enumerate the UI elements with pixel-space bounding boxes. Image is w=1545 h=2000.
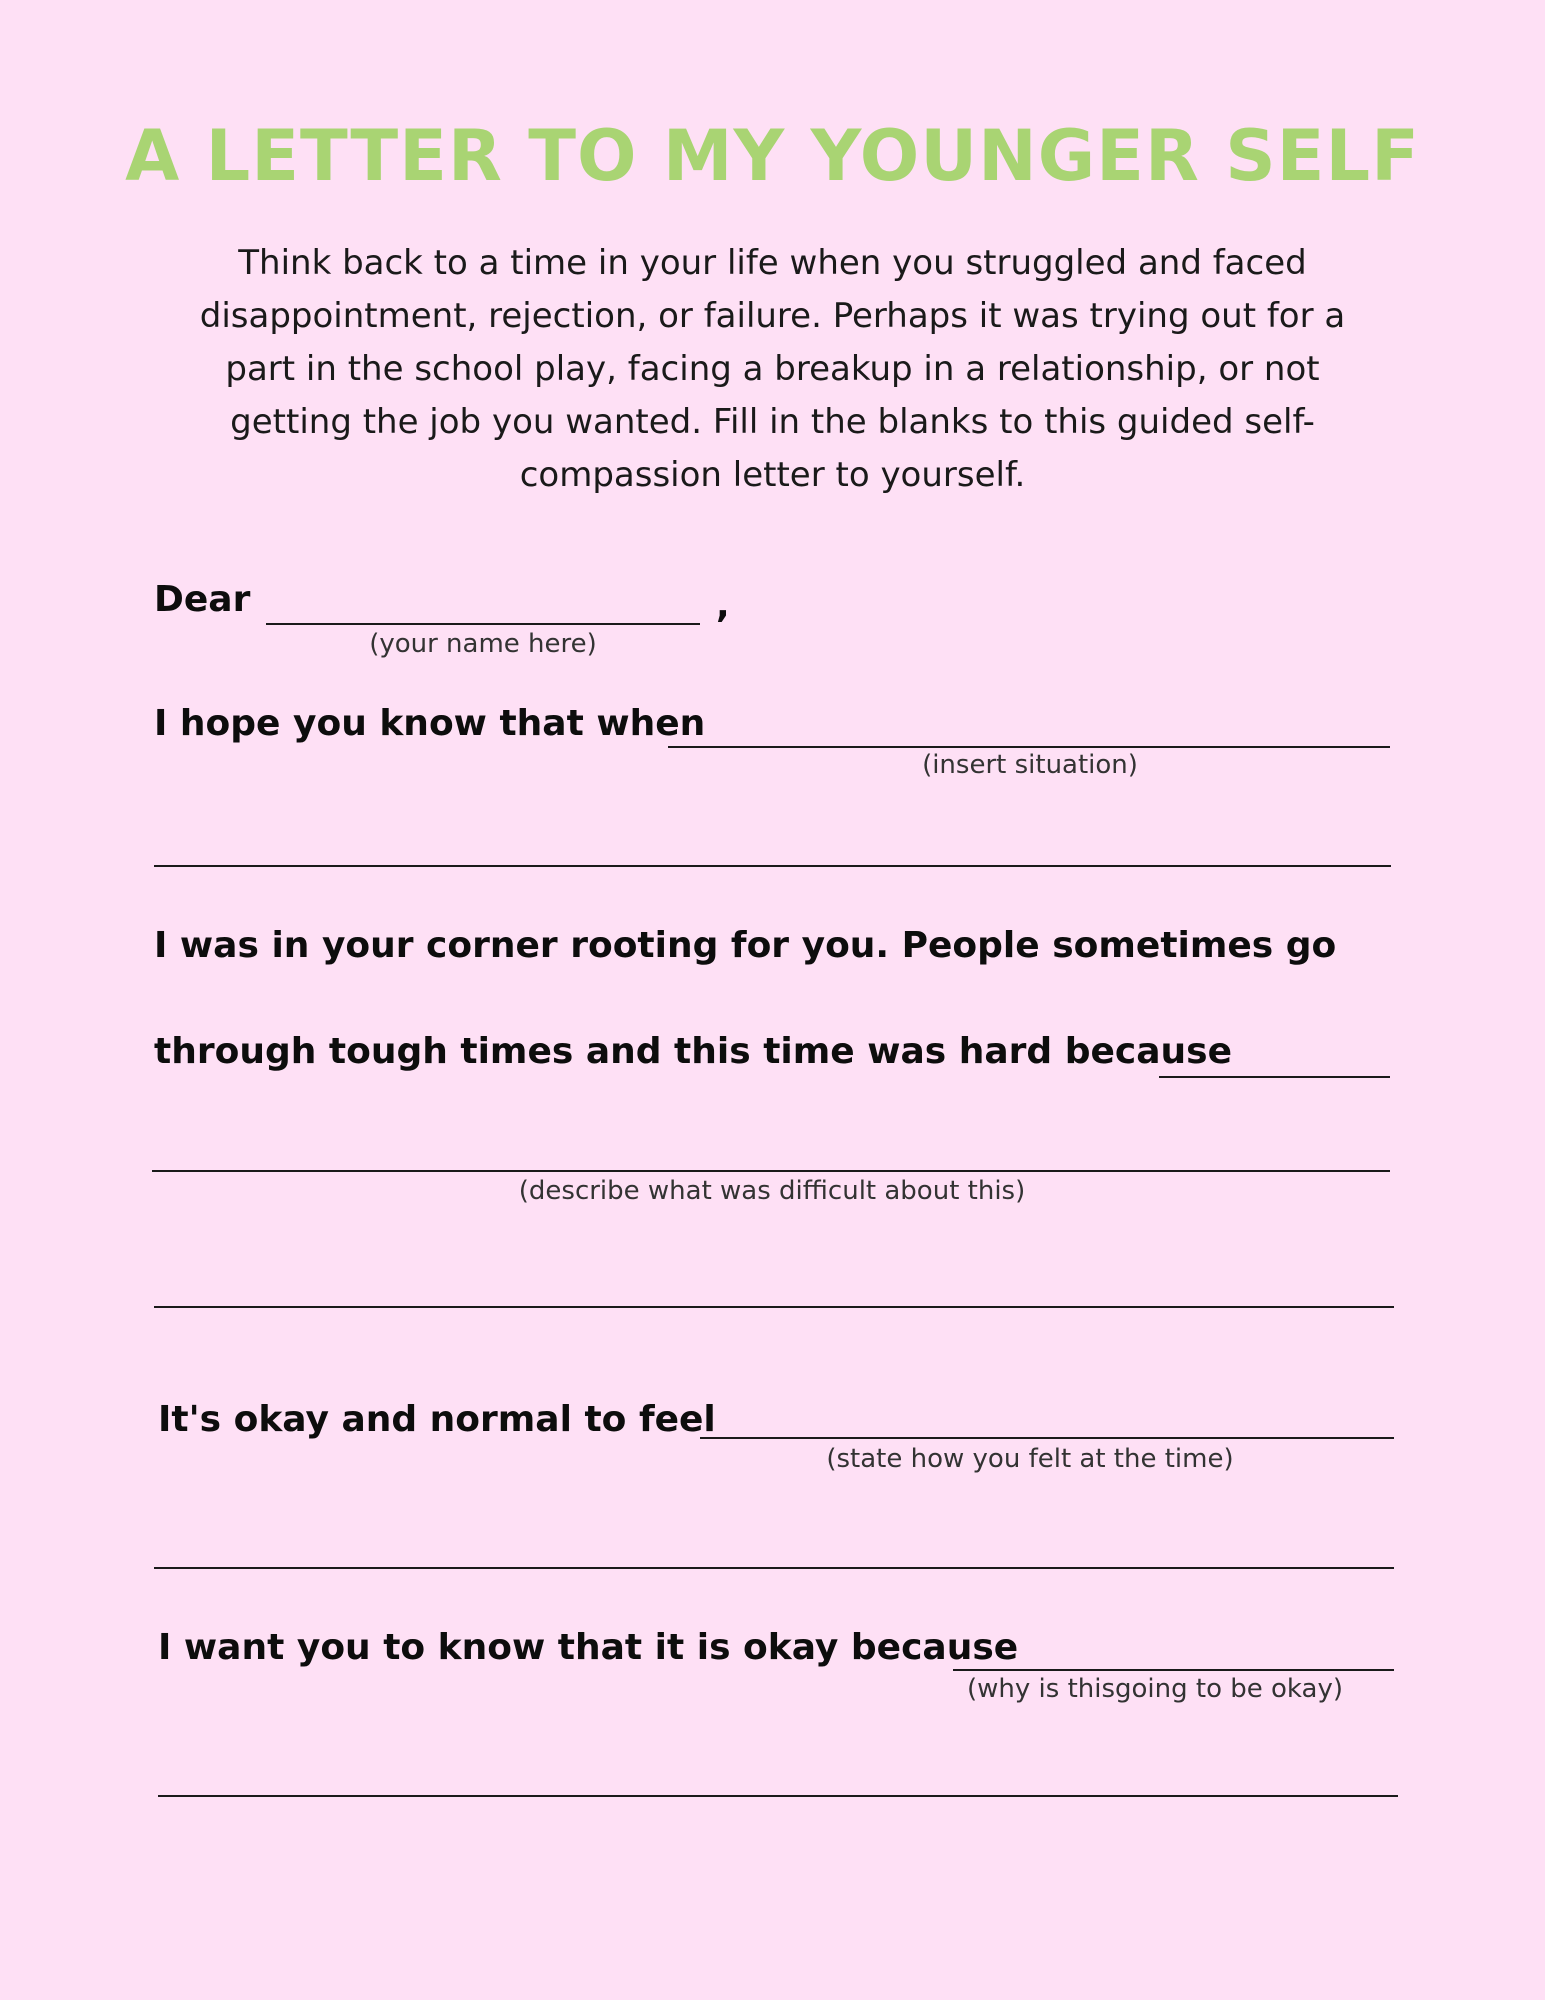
feeling-hint: (state how you felt at the time) [826,1444,1234,1474]
feel-label: It's okay and normal to feel [158,1399,716,1440]
situation-blank-line-2[interactable] [154,865,1391,867]
situation-hint: (insert situation) [922,750,1138,780]
name-hint: (your name here) [369,629,597,659]
difficulty-hint: (describe what was difficult about this) [518,1176,1026,1206]
okay-label: I want you to know that it is okay because [158,1627,1019,1668]
difficulty-blank-line-3[interactable] [154,1306,1394,1308]
situation-blank-line[interactable] [668,746,1390,748]
difficulty-blank-line-2[interactable] [152,1170,1390,1172]
worksheet-title: A LETTER TO MY YOUNGER SELF [125,115,1420,197]
corner-label: I was in your corner rooting for you. People sometimes go [154,925,1337,966]
okay-blank-line[interactable] [953,1669,1394,1671]
tough-label: through tough times and this time was hard because [154,1031,1232,1072]
okay-blank-line-2[interactable] [158,1795,1398,1797]
name-blank-line[interactable] [266,623,700,625]
hope-label: I hope you know that when [154,703,706,744]
feeling-blank-line[interactable] [700,1437,1394,1439]
difficulty-blank-line[interactable] [1159,1076,1390,1078]
instructions-paragraph: Think back to a time in your life when you struggled and faced disappointment, rejection, or failure. Perhaps it was trying out for a part in the school play, facing a breakup in a relationship, or not getting the job you wanted. Fill in the blanks to this guided self-compassion letter to yourself. [199,243,1346,495]
feeling-blank-line-2[interactable] [154,1567,1394,1569]
dear-comma: , [716,585,730,626]
dear-label: Dear [154,579,251,620]
okay-hint: (why is thisgoing to be okay) [967,1674,1343,1704]
